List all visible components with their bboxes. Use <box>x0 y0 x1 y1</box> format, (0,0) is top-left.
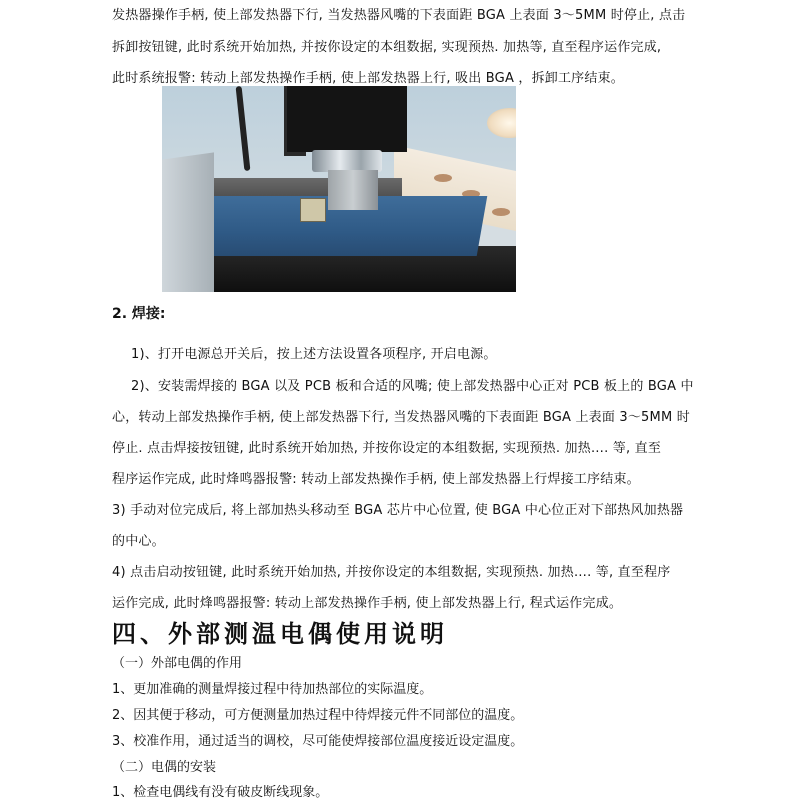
section-heading: 2. 焊接: <box>112 306 166 322</box>
step-4-line: 运作完成, 此时烽鸣器报警: 转动上部发热操作手柄, 使上部发热器上行, 程式运作完成。 <box>112 596 623 611</box>
text-line: 发热器操作手柄, 使上部发热器下行, 当发热器风嘴的下表面距 BGA 上表面 3～5MM 时停止, 点击 <box>112 8 686 23</box>
step-2-line: 心，转动上部发热操作手柄, 使上部发热器下行, 当发热器风嘴的下表面距 BGA 上表面 3～5MM 时 <box>112 410 690 425</box>
list-item: 2、因其便于移动，可方便测量加热过程中待焊接元件不同部位的温度。 <box>112 708 524 723</box>
list-item: 3、校准作用，通过适当的调校，尽可能使焊接部位温度接近设定温度。 <box>112 734 524 749</box>
subsection-heading: （二）电偶的安装 <box>112 760 217 775</box>
step-3-line: 的中心。 <box>112 534 165 549</box>
step-2-line: 2)、安装需焊接的 BGA 以及 PCB 板和合适的风嘴; 使上部发热器中心正对 PCB 板上的 BGA 中 <box>131 379 694 394</box>
list-item: 1、检查电偶线有没有破皮断线现象。 <box>112 785 329 800</box>
section-title: 四、外部测温电偶使用说明 <box>112 619 448 648</box>
list-item: 1、更加准确的测量焊接过程中待加热部位的实际温度。 <box>112 682 433 697</box>
text-line: 此时系统报警: 转动上部发热操作手柄, 使上部发热器上行, 吸出 BGA ，拆卸工序结束。 <box>112 71 624 86</box>
text-line: 拆卸按钮键, 此时系统开始加热, 并按你设定的本组数据, 实现预热. 加热等, 直至程序运作完成, <box>112 40 662 55</box>
bga-rework-station-photo <box>162 86 516 292</box>
step-1: 1)、打开电源总开关后，按上述方法设置各项程序, 开启电源。 <box>131 347 497 362</box>
step-4-line: 4) 点击启动按钮键, 此时系统开始加热, 并按你设定的本组数据, 实现预热. 加热…. 等, 直至程序 <box>112 565 671 580</box>
step-3-line: 3) 手动对位完成后, 将上部加热头移动至 BGA 芯片中心位置, 使 BGA 中心位正对下部热风加热器 <box>112 503 684 518</box>
step-2-line: 程序运作完成, 此时烽鸣器报警: 转动上部发热操作手柄, 使上部发热器上行焊接工序结束。 <box>112 472 640 487</box>
subsection-heading: （一）外部电偶的作用 <box>112 656 243 671</box>
step-2-line: 停止. 点击焊接按钮键, 此时系统开始加热, 并按你设定的本组数据, 实现预热. 加热…. 等, 直至 <box>112 441 662 456</box>
